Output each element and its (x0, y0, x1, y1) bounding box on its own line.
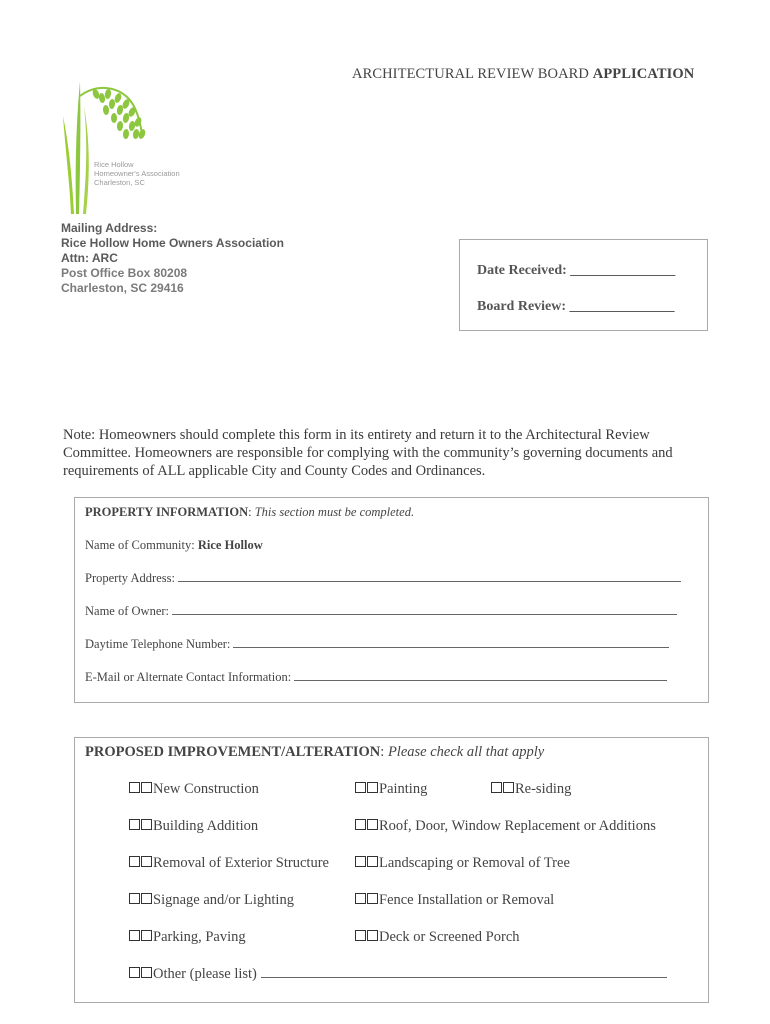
option-label: Painting (379, 781, 428, 797)
option-label: Signage and/or Lighting (153, 892, 294, 908)
option-deck-porch[interactable] (355, 929, 520, 946)
checkbox[interactable] (355, 930, 366, 941)
checkbox[interactable] (141, 819, 152, 830)
checkbox[interactable] (129, 893, 140, 904)
property-information-section (74, 497, 709, 703)
office-use-box (459, 239, 708, 331)
improvement-heading-sep: : (380, 744, 388, 760)
checkbox[interactable] (367, 782, 378, 793)
checkbox[interactable] (141, 930, 152, 941)
logo-line-3: Charleston, SC (94, 178, 145, 187)
other-field[interactable] (261, 967, 667, 978)
email-row (85, 670, 667, 685)
board-review-field[interactable]: Board Review: _______________ (477, 299, 675, 314)
option-landscaping[interactable] (355, 855, 570, 872)
option-removal-structure[interactable] (129, 855, 329, 872)
mailing-line-1: Rice Hollow Home Owners Association (61, 236, 284, 250)
community-value: Rice Hollow (197, 538, 263, 552)
checkbox[interactable] (355, 819, 366, 830)
option-label: Landscaping or Removal of Tree (379, 855, 570, 871)
checkbox[interactable] (141, 893, 152, 904)
checkbox[interactable] (129, 819, 140, 830)
proposed-improvement-section (74, 737, 709, 1003)
option-label: Fence Installation or Removal (379, 892, 555, 908)
checkbox[interactable] (367, 893, 378, 904)
property-address-label: Property Address: (85, 571, 175, 585)
property-heading-label: PROPERTY INFORMATION (85, 505, 249, 519)
checkbox[interactable] (355, 856, 366, 867)
option-label: Re-siding (515, 781, 572, 797)
option-label: Building Addition (153, 818, 259, 834)
owner-field[interactable] (172, 604, 677, 615)
phone-field[interactable] (233, 637, 669, 648)
logo-line-2: Homeowner's Association (94, 169, 180, 178)
logo-line-1: Rice Hollow (94, 160, 134, 169)
checkbox[interactable] (141, 967, 152, 978)
option-new-construction[interactable] (129, 781, 259, 798)
option-label: Roof, Door, Window Replacement or Additions (379, 818, 656, 834)
rice-hollow-logo (56, 76, 196, 216)
email-label: E-Mail or Alternate Contact Information: (85, 670, 292, 684)
checkbox[interactable] (367, 856, 378, 867)
option-signage-lighting[interactable] (129, 892, 294, 909)
property-address-row (85, 571, 681, 586)
option-label: Other (please list) (153, 966, 257, 982)
option-label: Removal of Exterior Structure (153, 855, 329, 871)
improvement-heading (85, 744, 544, 761)
option-painting[interactable] (355, 781, 427, 798)
checkbox[interactable] (491, 782, 502, 793)
date-received-field[interactable]: Date Received: _______________ (477, 263, 676, 278)
checkbox[interactable] (129, 856, 140, 867)
owner-label: Name of Owner: (85, 604, 169, 618)
option-roof-door-window[interactable] (355, 818, 656, 835)
option-label: Deck or Screened Porch (379, 929, 520, 945)
option-label: New Construction (153, 781, 259, 797)
mailing-address (61, 221, 284, 296)
email-field[interactable] (294, 670, 667, 681)
title-text: ARCHITECTURAL REVIEW BOARD (352, 66, 590, 82)
community-label: Name of Community: (85, 538, 198, 552)
mailing-line-4: Charleston, SC 29416 (61, 281, 184, 295)
checkbox[interactable] (141, 782, 152, 793)
checkbox[interactable] (503, 782, 514, 793)
property-heading-sep: : (248, 505, 255, 519)
checkbox[interactable] (367, 930, 378, 941)
page-title (352, 66, 694, 83)
property-heading (85, 505, 414, 520)
option-other[interactable] (129, 966, 667, 983)
instructions-note: Note: Homeowners should complete this form in its entirety and return it to the Architectural Review Committee. Homeowners are responsible for complying with the community’s governing documents and requirements of ALL applicable City and County Codes and Ordinances. (63, 427, 673, 479)
property-address-field[interactable] (178, 571, 681, 582)
community-row (85, 538, 263, 553)
checkbox[interactable] (129, 967, 140, 978)
option-parking-paving[interactable] (129, 929, 246, 946)
mailing-label: Mailing Address: (61, 221, 158, 235)
mailing-line-3: Post Office Box 80208 (61, 266, 188, 280)
option-residing[interactable] (491, 781, 571, 798)
property-heading-note: This section must be completed. (254, 505, 415, 519)
phone-row (85, 637, 669, 652)
checkbox[interactable] (129, 930, 140, 941)
phone-label: Daytime Telephone Number: (85, 637, 231, 651)
checkbox[interactable] (367, 819, 378, 830)
checkbox[interactable] (129, 782, 140, 793)
option-label: Parking, Paving (153, 929, 246, 945)
owner-row (85, 604, 677, 619)
title-bold-text: APPLICATION (592, 66, 695, 82)
checkbox[interactable] (141, 856, 152, 867)
option-building-addition[interactable] (129, 818, 258, 835)
checkbox[interactable] (355, 893, 366, 904)
checkbox[interactable] (355, 782, 366, 793)
mailing-line-2: Attn: ARC (61, 251, 118, 265)
logo-caption (94, 160, 180, 187)
option-fence[interactable] (355, 892, 554, 909)
improvement-heading-note: Please check all that apply (387, 744, 545, 760)
improvement-heading-label: PROPOSED IMPROVEMENT/ALTERATION (85, 744, 381, 760)
